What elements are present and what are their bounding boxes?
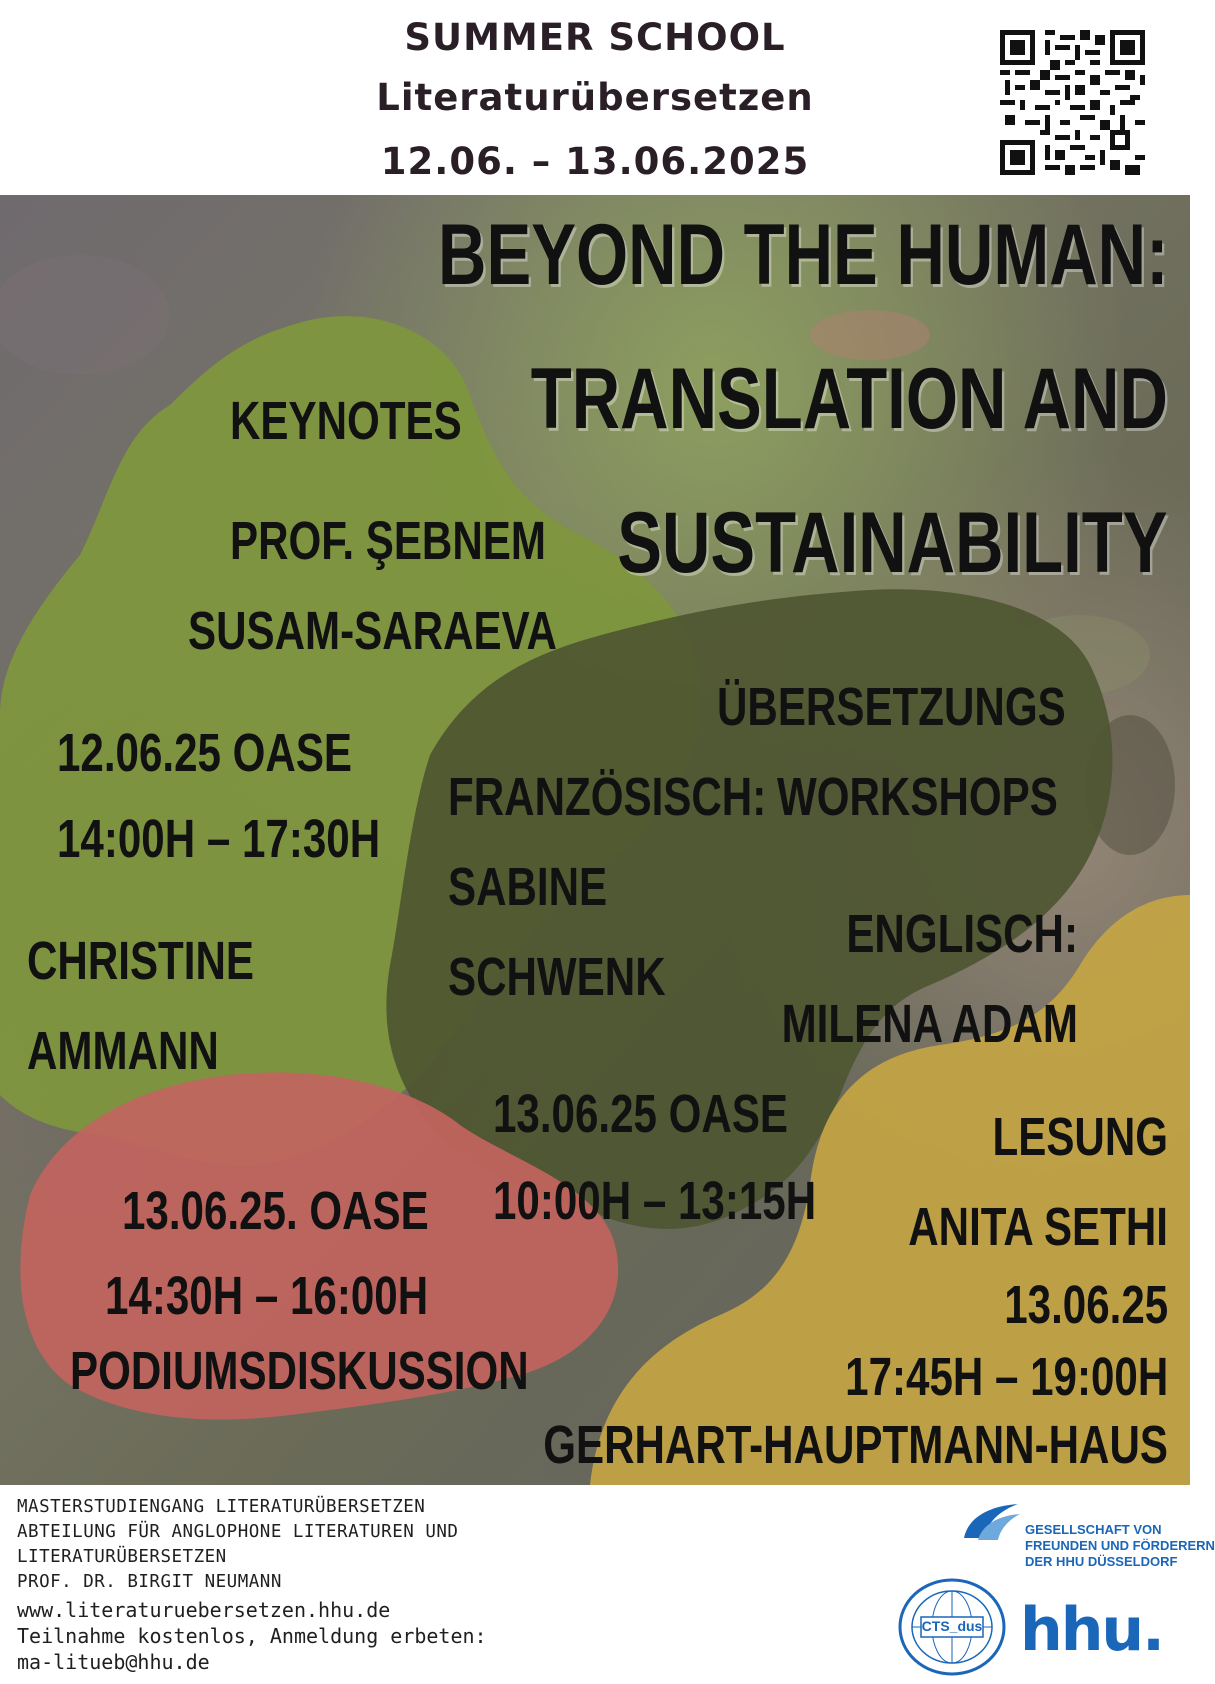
qr-code-icon[interactable] <box>1000 30 1145 175</box>
podium-time: 14:30H – 16:00H <box>105 1266 429 1326</box>
reading-name: ANITA SETHI <box>908 1197 1168 1257</box>
gff-line-1: GESELLSCHAFT VON <box>1025 1522 1162 1537</box>
keynote-speaker-2-line-2: AMMANN <box>27 1021 219 1081</box>
footer-line-4: PROF. DR. BIRGIT NEUMANN <box>17 1572 282 1592</box>
workshops-heading-line-2: WORKSHOPS <box>777 767 1058 827</box>
title-line-3: SUSTAINABILITY <box>617 495 1168 591</box>
gff-line-2: FREUNDEN UND FÖRDERERN <box>1025 1538 1215 1553</box>
podium-label: PODIUMSDISKUSSION <box>70 1341 529 1401</box>
workshop-time: 10:00H – 13:15H <box>493 1171 817 1231</box>
header-line-2: Literaturübersetzen <box>376 76 814 119</box>
gff-swoosh-icon <box>958 1500 1022 1545</box>
workshop-date: 13.06.25 OASE <box>493 1084 789 1144</box>
footer-line-3: LITERATURÜBERSETZEN <box>17 1547 227 1567</box>
reading-date: 13.06.25 <box>1004 1275 1168 1335</box>
footer-line-1: MASTERSTUDIENGANG LITERATURÜBERSETZEN <box>17 1497 426 1517</box>
title-line-2: TRANSLATION AND <box>530 351 1168 447</box>
header <box>0 0 1190 195</box>
title-line-1: BEYOND THE HUMAN: <box>437 207 1168 303</box>
workshop-french-name-2: SCHWENK <box>448 947 666 1007</box>
reading-label: LESUNG <box>992 1107 1168 1167</box>
workshop-french-name-1: SABINE <box>448 857 608 917</box>
podium-date: 13.06.25. OASE <box>122 1181 429 1241</box>
keynote-speaker-1-line-1: PROF. ŞEBNEM <box>230 511 546 571</box>
footer-website-link[interactable]: www.literaturuebersetzen.hhu.de <box>17 1598 391 1622</box>
workshop-english-label: ENGLISCH: <box>846 904 1078 964</box>
header-line-1: SUMMER SCHOOL <box>404 16 786 59</box>
workshops-heading-line-1: ÜBERSETZUNGS <box>717 677 1066 737</box>
header-line-3: 12.06. – 13.06.2025 <box>380 140 810 183</box>
cts-dus-text: CTS_dus <box>921 1618 983 1634</box>
footer-note: Teilnahme kostenlos, Anmeldung erbeten: <box>17 1624 487 1648</box>
reading-time: 17:45H – 19:00H <box>844 1347 1168 1407</box>
hhu-logo: hhu. <box>1020 1595 1163 1665</box>
workshop-english-name: MILENA ADAM <box>781 994 1078 1054</box>
keynote-speaker-1-line-2: SUSAM-SARAEVA <box>188 601 557 661</box>
cts-dus-seal-logo <box>897 1577 1007 1677</box>
footer-line-2: ABTEILUNG FÜR ANGLOPHONE LITERATUREN UND <box>17 1522 459 1542</box>
footer-email-link[interactable]: ma-litueb@hhu.de <box>17 1650 210 1674</box>
keynote-date: 12.06.25 OASE <box>57 723 353 783</box>
reading-venue: GERHART-HAUPTMANN-HAUS <box>543 1415 1168 1475</box>
keynote-time: 14:00H – 17:30H <box>57 809 381 869</box>
keynotes-heading: KEYNOTES <box>230 391 462 451</box>
gff-line-3: DER HHU DÜSSELDORF <box>1025 1554 1178 1569</box>
keynote-speaker-2-line-1: CHRISTINE <box>27 931 254 991</box>
workshop-french-label: FRANZÖSISCH: <box>448 767 767 827</box>
